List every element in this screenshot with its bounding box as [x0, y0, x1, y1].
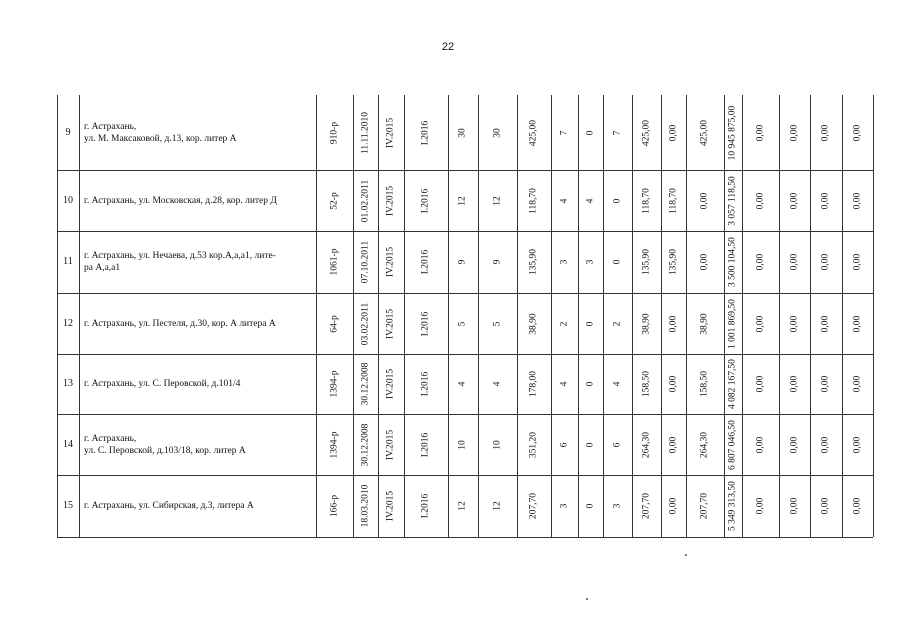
cell-order-date: 30.12.2008	[360, 362, 370, 406]
cell-area-private: 0,00	[699, 253, 710, 271]
cell-area-relocated: 38,90	[641, 312, 651, 335]
cell-area-municipal: 0,00	[668, 315, 678, 332]
table-column-border	[810, 95, 811, 537]
page-number: 22	[441, 41, 455, 53]
cell-start-quarter: IV.2015	[385, 429, 396, 460]
table-column-border	[661, 95, 662, 537]
cell-order-date: 18.03.2010	[360, 484, 370, 528]
cell-start-quarter: IV.2015	[385, 490, 396, 522]
cell-end-quarter: I.2016	[420, 311, 431, 336]
cell-area-private: 264,30	[699, 431, 710, 458]
row-address	[84, 121, 314, 145]
row-number: 14	[63, 438, 73, 450]
cell-start-quarter: IV.2015	[385, 117, 396, 148]
cell-flats-total: 4	[559, 381, 569, 387]
cell-area-total: 351,20	[528, 431, 539, 458]
cell-area-total: 178,00	[528, 370, 539, 398]
cell-flats-private: 2	[612, 321, 622, 326]
table-column-border	[478, 95, 479, 537]
table-column-border	[632, 95, 633, 537]
cell-flats-total: 3	[559, 259, 569, 265]
table-column-border	[404, 95, 405, 537]
table-row-border	[57, 293, 873, 294]
cell-end-quarter: I.2016	[420, 371, 431, 397]
cell-end-quarter: I.2016	[420, 188, 431, 213]
address-line: ул. С. Перовской, д.103/18, кор. литер А	[84, 445, 246, 456]
cell-flats-private: 0	[612, 259, 622, 265]
row-address	[84, 500, 314, 512]
cell-cost-local: 0,00	[820, 124, 831, 141]
cell-area-relocated: 207,70	[641, 492, 651, 520]
cell-area-private: 38,90	[699, 312, 710, 335]
row-number: 12	[63, 317, 73, 329]
cell-area-municipal: 0,00	[668, 436, 678, 453]
cell-area-municipal: 0,00	[668, 124, 678, 141]
cell-cost-regional: 0,00	[789, 375, 799, 393]
table-column-border	[316, 95, 317, 537]
cell-flats-total: 7	[559, 130, 569, 135]
cell-area-total: 38,90	[528, 312, 539, 335]
cell-flats-municipal: 0	[585, 321, 595, 326]
table-column-border	[79, 95, 80, 537]
cell-flats-total: 2	[559, 321, 569, 326]
cell-order-date: 03.02.2011	[360, 302, 370, 345]
cell-area-private: 0,00	[699, 192, 710, 209]
cell-cost-regional: 0,00	[789, 192, 799, 209]
table-column-border	[724, 95, 725, 537]
cell-end-quarter: I.2016	[420, 432, 431, 457]
cell-area-private: 207,70	[699, 492, 710, 520]
cell-order-number: 166-р	[329, 494, 339, 518]
scan-speck	[685, 554, 687, 556]
cell-flats-total: 6	[559, 442, 569, 447]
cell-cost-federal: 0,00	[755, 124, 765, 141]
cell-residents-relocated: 12	[492, 195, 502, 206]
cell-residents-total: 10	[457, 439, 468, 450]
cell-cost-other: 0,00	[852, 253, 862, 271]
row-address	[84, 378, 314, 390]
cell-cost-total: 3 500 104,50	[727, 237, 738, 287]
scan-speck	[586, 598, 588, 600]
cell-flats-total: 4	[559, 198, 569, 203]
table-column-border	[742, 95, 743, 537]
cell-cost-total: 1 001 869,50	[727, 298, 738, 349]
cell-area-relocated: 135,90	[641, 248, 651, 276]
cell-start-quarter: IV.2015	[385, 308, 396, 339]
row-address	[84, 195, 314, 207]
cell-residents-total: 12	[457, 195, 468, 206]
cell-area-municipal: 118,70	[668, 187, 678, 214]
cell-cost-other: 0,00	[852, 375, 862, 393]
cell-cost-regional: 0,00	[789, 253, 799, 271]
cell-area-municipal: 0,00	[668, 497, 678, 515]
cell-residents-relocated: 9	[492, 259, 502, 265]
cell-cost-total: 10 945 875,00	[727, 105, 738, 160]
cell-cost-local: 0,00	[820, 253, 831, 271]
table-column-border	[603, 95, 604, 537]
address-line: г. Астрахань,	[84, 433, 137, 444]
cell-cost-regional: 0,00	[789, 124, 799, 141]
cell-cost-local: 0,00	[820, 192, 831, 209]
table-column-border	[551, 95, 552, 537]
cell-cost-other: 0,00	[852, 124, 862, 141]
cell-area-total: 118,70	[528, 187, 539, 214]
row-address	[84, 250, 314, 274]
table-row-border	[57, 475, 873, 476]
cell-area-relocated: 118,70	[641, 187, 651, 214]
cell-cost-other: 0,00	[852, 497, 862, 515]
table-column-border	[448, 95, 449, 537]
cell-cost-other: 0,00	[852, 436, 862, 453]
cell-residents-relocated: 4	[492, 381, 502, 387]
cell-cost-other: 0,00	[852, 315, 862, 332]
cell-area-total: 425,00	[528, 119, 539, 146]
table-column-border	[517, 95, 518, 537]
cell-flats-municipal: 0	[585, 442, 595, 447]
cell-residents-total: 9	[457, 259, 468, 265]
cell-cost-regional: 0,00	[789, 497, 799, 515]
cell-area-private: 158,50	[699, 370, 710, 398]
cell-residents-total: 30	[457, 127, 468, 138]
row-number: 10	[63, 194, 73, 206]
cell-cost-local: 0,00	[820, 497, 831, 515]
cell-cost-federal: 0,00	[755, 375, 765, 393]
cell-area-municipal: 135,90	[668, 248, 678, 276]
table-row-border	[57, 414, 873, 415]
cell-residents-total: 5	[457, 321, 468, 326]
cell-flats-private: 0	[612, 198, 622, 203]
cell-cost-federal: 0,00	[755, 192, 765, 209]
cell-order-number: 1061-р	[329, 248, 339, 276]
cell-area-relocated: 264,30	[641, 431, 651, 458]
cell-order-number: 52-р	[329, 191, 339, 210]
cell-area-total: 207,70	[528, 492, 539, 520]
cell-cost-total: 4 082 167,50	[727, 359, 738, 409]
cell-area-relocated: 425,00	[641, 119, 651, 146]
row-number: 9	[65, 126, 71, 138]
row-number: 13	[63, 378, 73, 389]
address-line: г. Астрахань,	[84, 121, 137, 132]
row-number: 15	[63, 500, 73, 511]
address-line: ул. М. Максаковой, д.13, кор. литер А	[84, 133, 237, 144]
cell-residents-relocated: 10	[492, 439, 502, 450]
cell-order-date: 11.11.2010	[360, 111, 370, 154]
cell-cost-regional: 0,00	[789, 436, 799, 453]
cell-flats-municipal: 3	[585, 259, 595, 265]
cell-start-quarter: IV.2015	[385, 368, 396, 400]
table-column-border	[779, 95, 780, 537]
cell-residents-relocated: 12	[492, 501, 502, 511]
cell-order-number: 910-р	[329, 121, 339, 144]
cell-flats-private: 6	[612, 442, 622, 447]
table-column-border	[686, 95, 687, 537]
cell-flats-private: 4	[612, 381, 622, 387]
cell-cost-total: 5 349 313,50	[727, 481, 738, 531]
cell-area-relocated: 158,50	[641, 370, 651, 398]
cell-cost-total: 3 057 118,50	[727, 175, 738, 226]
cell-flats-municipal: 0	[585, 503, 595, 509]
cell-start-quarter: IV.2015	[385, 185, 396, 216]
cell-cost-federal: 0,00	[755, 436, 765, 453]
cell-flats-municipal: 0	[585, 130, 595, 135]
cell-order-number: 1394-р	[329, 370, 339, 398]
cell-area-total: 135,90	[528, 248, 539, 276]
cell-cost-local: 0,00	[820, 315, 831, 332]
cell-residents-total: 12	[457, 501, 468, 511]
table-column-border	[578, 95, 579, 537]
cell-cost-local: 0,00	[820, 375, 831, 393]
cell-start-quarter: IV.2015	[385, 246, 396, 278]
cell-end-quarter: I.2016	[420, 493, 431, 519]
cell-residents-relocated: 30	[492, 127, 502, 138]
table-column-border	[842, 95, 843, 537]
table-row-border	[57, 231, 873, 232]
table-column-border	[353, 95, 354, 537]
cell-flats-private: 3	[612, 503, 622, 509]
address-line: г. Астрахань, ул. Сибирская, д.3, литера А	[84, 501, 254, 511]
cell-area-municipal: 0,00	[668, 375, 678, 393]
table-row-border	[57, 170, 873, 171]
cell-end-quarter: I.2016	[420, 249, 431, 275]
cell-residents-relocated: 5	[492, 321, 502, 326]
row-number: 11	[63, 256, 73, 267]
table-column-border	[57, 95, 58, 537]
cell-cost-other: 0,00	[852, 192, 862, 209]
row-address	[84, 433, 314, 457]
address-line: г. Астрахань, ул. Московская, д.28, кор. литер Д	[84, 195, 277, 206]
cell-order-number: 64-р	[329, 314, 339, 333]
row-address	[84, 318, 314, 330]
address-line: г. Астрахань, ул. Нечаева, д.53 кор.А,а,а1, лите-	[84, 251, 276, 261]
cell-cost-total: 6 807 046,50	[727, 419, 738, 470]
table-row-border	[57, 354, 873, 355]
cell-flats-municipal: 0	[585, 381, 595, 387]
address-line: г. Астрахань, ул. С. Перовской, д.101/4	[84, 379, 241, 389]
cell-cost-regional: 0,00	[789, 315, 799, 332]
cell-order-date: 01.02.2011	[360, 179, 370, 222]
cell-end-quarter: I.2016	[420, 120, 431, 145]
table-column-border	[873, 95, 874, 537]
table-column-border	[378, 95, 379, 537]
cell-flats-total: 3	[559, 503, 569, 509]
cell-order-date: 07.10.2011	[360, 240, 370, 284]
address-line: г. Астрахань, ул. Пестеля, д.30, кор. А литера А	[84, 318, 276, 329]
cell-flats-private: 7	[612, 130, 622, 135]
cell-cost-federal: 0,00	[755, 497, 765, 515]
address-line: ра А,а,а1	[84, 263, 121, 273]
table-row-border	[57, 537, 873, 538]
cell-order-date: 30.12.2008	[360, 423, 370, 466]
cell-cost-federal: 0,00	[755, 253, 765, 271]
cell-residents-total: 4	[457, 381, 468, 387]
cell-cost-local: 0,00	[820, 436, 831, 453]
cell-flats-municipal: 4	[585, 198, 595, 203]
cell-cost-federal: 0,00	[755, 315, 765, 332]
cell-order-number: 1394-р	[329, 431, 339, 458]
cell-area-private: 425,00	[699, 119, 710, 146]
